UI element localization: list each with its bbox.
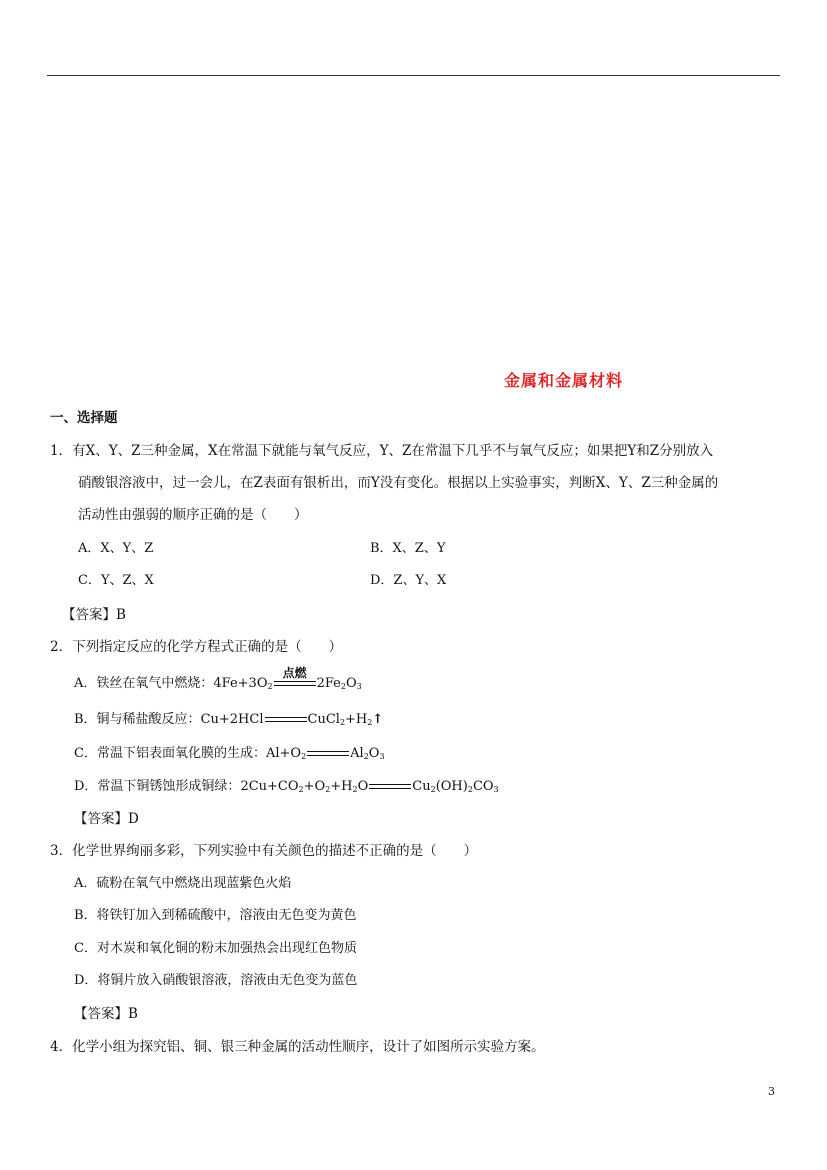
q1-line1: 1．有X、Y、Z三种金属，X在常温下就能与氧气反应，Y、Z在常温下几乎不与氧气反应；如果把Y和Z分别放入 bbox=[50, 443, 714, 459]
q3-option-c: C．对木炭和氧化铜的粉末加强热会出现红色物质 bbox=[74, 941, 357, 956]
q1-option-d: D．Z、Y、X bbox=[370, 573, 447, 588]
equals-sign bbox=[265, 714, 307, 726]
equals-sign bbox=[274, 665, 316, 690]
q2-c-label: C．常温下铝表面氧化膜的生成： bbox=[74, 746, 266, 761]
q4-stem: 4．化学小组为探究铝、铜、银三种金属的活动性顺序，设计了如图所示实验方案。 bbox=[50, 1039, 545, 1055]
q2-a-lhs: 4Fe+3O bbox=[213, 676, 268, 691]
q1-option-c: C．Y、Z、X bbox=[78, 573, 154, 588]
q2-d-label: D．常温下铜锈蚀形成铜绿： bbox=[74, 779, 241, 794]
equals-sign bbox=[369, 781, 411, 793]
q2-a-rhs: 2Fe bbox=[316, 676, 341, 691]
document-title: 金属和金属材料 bbox=[503, 371, 623, 390]
equals-sign bbox=[307, 748, 349, 760]
q2-a-label: A．铁丝在氧气中燃烧： bbox=[74, 676, 214, 691]
q2-d-rhs: Cu bbox=[412, 779, 431, 794]
q1-line3: 活动性由强弱的顺序正确的是（ ） bbox=[78, 507, 308, 523]
q2-b-lhs: Cu+2HCl bbox=[200, 712, 264, 727]
q3-option-a: A．硫粉在氧气中燃烧出现蓝紫色火焰 bbox=[74, 876, 292, 891]
q2-c-lhs: Al+O bbox=[265, 746, 302, 761]
q2-option-b: B．铜与稀盐酸反应：Cu+2HCl $CuCl_2+H_2↑$ bbox=[74, 712, 384, 727]
q2-option-d: D．常温下铜锈蚀形成铜绿：$2Cu+CO_2+O_2+H_2O$ $Cu_2(OH)_2CO_3$ bbox=[74, 779, 499, 794]
q1-line2: 硝酸银溶液中，过一会儿，在Z表面有银析出，而Y没有变化。根据以上实验事实，判断X、Y、Z三种金属的 bbox=[78, 475, 719, 491]
gas-up-arrow-icon: ↑ bbox=[372, 712, 384, 727]
q2-b-label: B．铜与稀盐酸反应： bbox=[74, 712, 201, 727]
q2-option-a: A．铁丝在氧气中燃烧：$4Fe+3O_2$ 点燃 $2Fe_2O_3$ bbox=[74, 674, 362, 694]
q2-stem: 2．下列指定反应的化学方程式正确的是（ ） bbox=[50, 639, 343, 655]
q3-answer: 【答案】B bbox=[74, 1006, 138, 1022]
q2-option-c: C．常温下铝表面氧化膜的生成：$Al+O_2$ $Al_2O_3$ bbox=[74, 746, 385, 761]
q2-answer: 【答案】D bbox=[74, 811, 139, 827]
q3-option-d: D．将铜片放入硝酸银溶液，溶液由无色变为蓝色 bbox=[74, 973, 358, 988]
q2-b-rhs: CuCl bbox=[307, 712, 340, 727]
q2-d-lhs: 2Cu+CO bbox=[240, 779, 299, 794]
q1-answer: 【答案】B bbox=[62, 607, 126, 623]
q2-a-condition: 点燃 bbox=[282, 665, 307, 680]
q3-option-b: B．将铁钉加入到稀硫酸中，溶液由无色变为黄色 bbox=[74, 908, 357, 923]
q2-c-rhs: Al bbox=[350, 746, 364, 761]
q1-option-b: B．X、Z、Y bbox=[370, 541, 446, 556]
q1-option-a: A．X、Y、Z bbox=[78, 541, 154, 556]
header-rule bbox=[47, 75, 780, 76]
q3-stem: 3．化学世界绚丽多彩，下列实验中有关颜色的描述不正确的是（ ） bbox=[50, 843, 478, 859]
page-number: 3 bbox=[768, 1085, 775, 1098]
section-heading: 一、选择题 bbox=[50, 410, 118, 426]
